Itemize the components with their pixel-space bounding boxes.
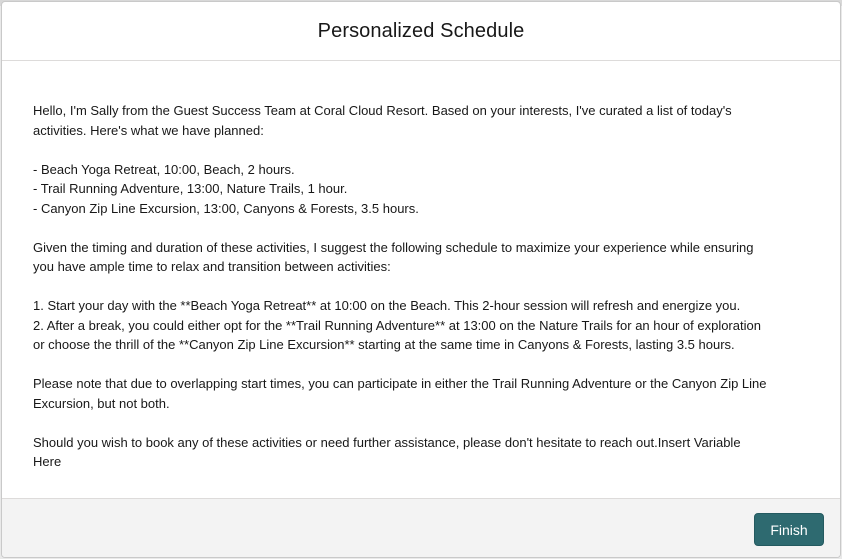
body-line: Here <box>33 454 62 469</box>
body-line: Excursion, but not both. <box>33 395 170 411</box>
body-line <box>33 355 810 375</box>
modal-title: Personalized Schedule <box>317 19 525 42</box>
body-line <box>33 218 810 238</box>
body-line: Hello, I'm Sally from the Guest Success Team at Coral Cloud Resort. Based on your interests, I've curated a list of today's <box>33 103 732 118</box>
body-line: Given the timing and duration of these activities, I suggest the following schedule to maximize your experience while ensuring <box>33 239 754 255</box>
body-line <box>33 277 810 297</box>
schedule-step: 1. Start your day with the **Beach Yoga Retreat** at 10:00 on the Beach. This 2-hour session will refresh and energize you. <box>33 298 741 313</box>
body-line: activities. Here's what we have planned: <box>33 122 264 138</box>
body-line <box>33 140 810 160</box>
activity-item: - Beach Yoga Retreat, 10:00, Beach, 2 hours. <box>33 161 295 177</box>
personalized-schedule-modal <box>1 1 841 558</box>
body-line: you have ample time to relax and transition between activities: <box>33 259 391 274</box>
body-line: Should you wish to book any of these activities or need further assistance, please don't hesitate to reach out.Insert Variable <box>33 434 741 450</box>
modal-body <box>2 61 840 499</box>
modal-footer <box>2 498 840 557</box>
activity-item: - Canyon Zip Line Excursion, 13:00, Canyons & Forests, 3.5 hours. <box>33 200 419 216</box>
modal-header <box>2 2 840 61</box>
body-line <box>33 413 810 433</box>
activity-item: - Trail Running Adventure, 13:00, Nature Trails, 1 hour. <box>33 181 348 196</box>
finish-button[interactable]: Finish <box>754 513 824 546</box>
schedule-step: 2. After a break, you could either opt for the **Trail Running Adventure** at 13:00 on the Nature Trails for an hour of exploration <box>33 317 761 333</box>
body-line: Please note that due to overlapping start times, you can participate in either the Trail Running Adventure or the Canyon Zip Line <box>33 376 767 391</box>
schedule-step: or choose the thrill of the **Canyon Zip Line Excursion** starting at the same time in Canyons & Forests, lasting 3.5 hours. <box>33 337 735 352</box>
